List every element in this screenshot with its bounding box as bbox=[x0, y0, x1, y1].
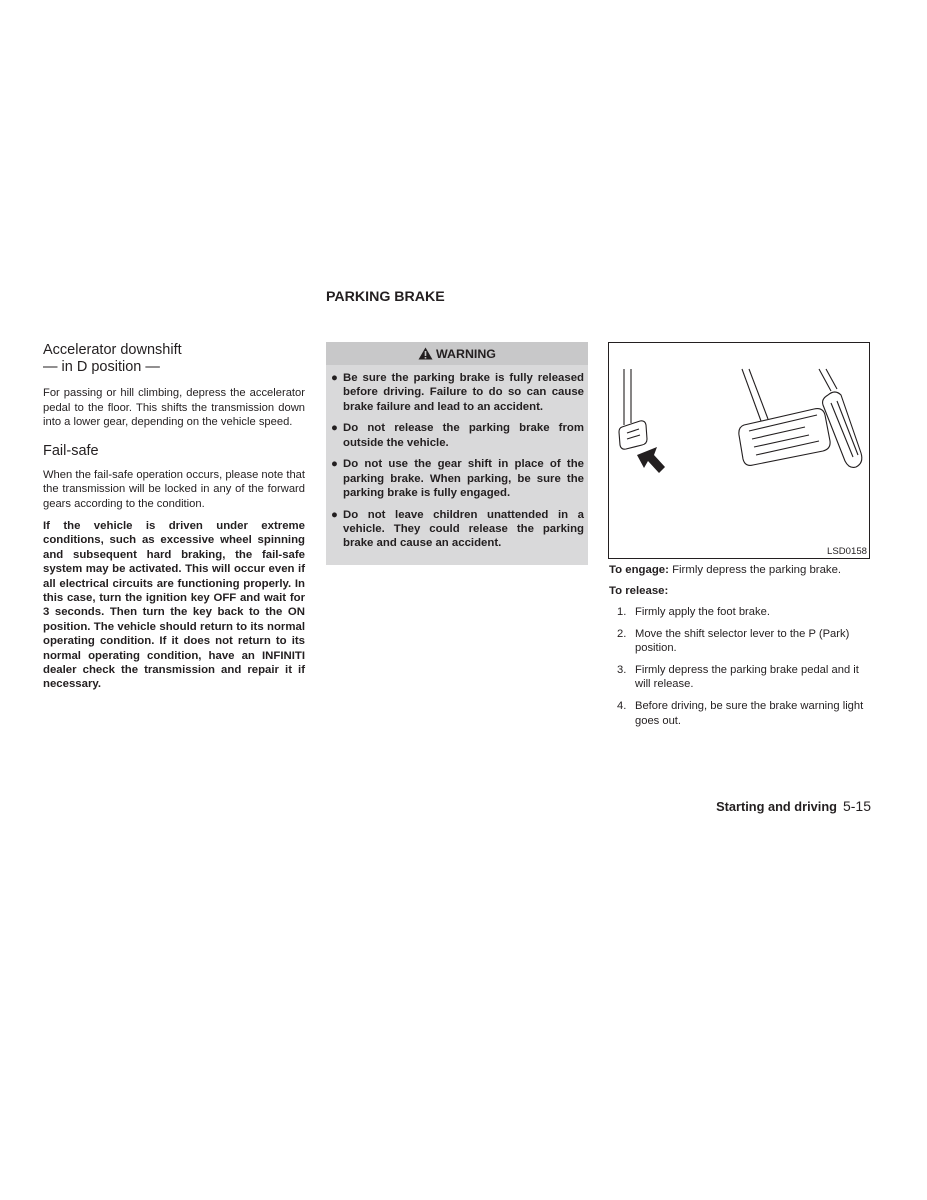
figure-code: LSD0158 bbox=[826, 546, 867, 557]
fail-safe-paragraph: When the fail-safe operation occurs, please note that the transmission will be locked in any of the forward gears according to the condition. bbox=[43, 468, 305, 510]
step-number: 4. bbox=[617, 700, 627, 713]
step-text: Firmly apply the foot brake. bbox=[635, 606, 770, 618]
warning-item-text: Do not release the parking brake from outside the vehicle. bbox=[343, 422, 584, 449]
release-step bbox=[609, 663, 872, 692]
step-text: Firmly depress the parking brake pedal and it will release. bbox=[635, 663, 859, 691]
left-column bbox=[43, 340, 305, 692]
warning-list bbox=[326, 365, 588, 551]
heading-accelerator-downshift bbox=[43, 342, 305, 376]
release-step bbox=[609, 627, 872, 656]
parking-brake-figure bbox=[608, 342, 870, 559]
step-number: 2. bbox=[617, 627, 627, 640]
heading-line-2: — in D position — bbox=[43, 359, 160, 375]
pedal-illustration bbox=[609, 343, 869, 558]
right-column bbox=[609, 563, 872, 735]
step-text: Before driving, be sure the brake warning light goes out. bbox=[635, 700, 864, 727]
accelerator-paragraph: For passing or hill climbing, depress the accelerator pedal to the floor. This shifts the transmission down into a lower gear, depending on the vehicle speed. bbox=[43, 387, 305, 428]
warning-header bbox=[326, 342, 588, 365]
release-step bbox=[609, 605, 872, 620]
heading-line-1: Accelerator downshift bbox=[43, 342, 182, 358]
chapter-title: Starting and driving bbox=[716, 799, 837, 814]
section-title: PARKING BRAKE bbox=[326, 289, 445, 305]
warning-box bbox=[326, 342, 588, 565]
warning-item bbox=[330, 371, 584, 414]
engage-line bbox=[609, 563, 872, 578]
fail-safe-bold-paragraph: If the vehicle is driven under extreme conditions, such as excessive wheel spinning and subsequent hard braking, the fail-safe system may be activated. This will occur even if all electrical circuits are functioning properly. In this case, turn the ignition key OFF and wait for 3 seconds. Then turn the key back to the ON position. The vehicle should return to its normal operating condition. If it does not return to its normal operating condition, have an INFINITI dealer check the transmission and repair it if necessary. bbox=[43, 520, 305, 691]
warning-item-text: Be sure the parking brake is fully released before driving. Failure to do so can cause brake failure and lead to an accident. bbox=[343, 372, 584, 413]
release-label: To release: bbox=[609, 584, 669, 597]
engage-text: Firmly depress the parking brake. bbox=[668, 564, 842, 576]
warning-item-text: Do not use the gear shift in place of the parking brake. When parking, be sure the parking brake is fully engaged. bbox=[343, 458, 584, 500]
page-footer bbox=[716, 798, 871, 814]
bullet-icon: ● bbox=[331, 422, 338, 435]
step-number: 3. bbox=[617, 663, 627, 676]
warning-title: WARNING bbox=[436, 346, 496, 361]
warning-item bbox=[330, 421, 584, 450]
warning-item-text: Do not leave children unattended in a vehicle. They could release the parking brake and cause an accident. bbox=[343, 508, 584, 550]
bullet-icon: ● bbox=[331, 458, 338, 471]
heading-fail-safe: Fail-safe bbox=[43, 442, 99, 459]
engage-label: To engage: bbox=[609, 564, 669, 576]
bullet-icon: ● bbox=[331, 372, 338, 384]
warning-item bbox=[330, 508, 584, 551]
step-text: Move the shift selector lever to the P (Park) position. bbox=[635, 627, 850, 655]
release-step bbox=[609, 699, 872, 728]
page-number: 5-15 bbox=[842, 798, 871, 814]
step-number: 1. bbox=[617, 606, 627, 618]
warning-triangle-icon bbox=[418, 347, 433, 360]
warning-item bbox=[330, 457, 584, 500]
bullet-icon: ● bbox=[331, 508, 338, 521]
release-steps bbox=[609, 605, 872, 728]
